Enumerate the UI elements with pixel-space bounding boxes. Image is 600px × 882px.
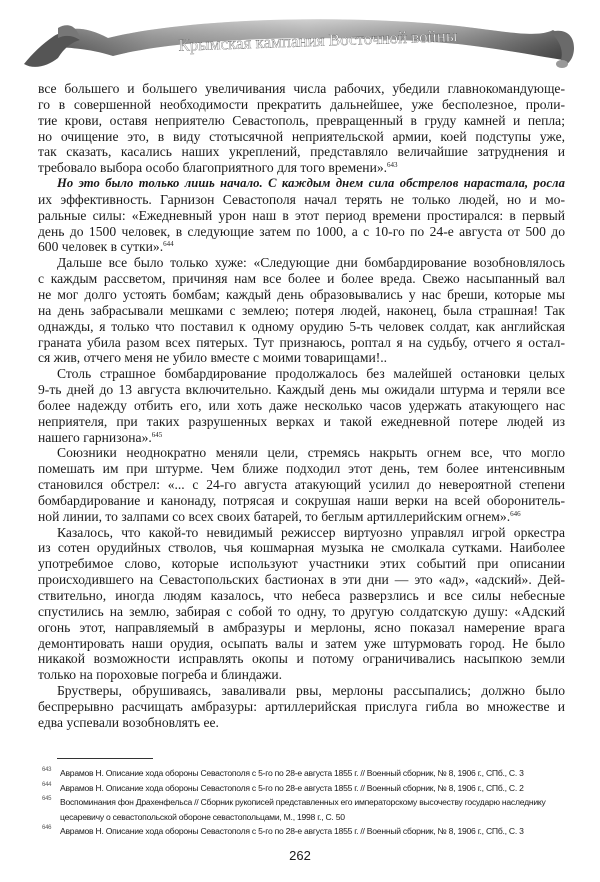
text-line-content: Столь страшное бомбардирование продолжалось без малейшей остановки целых: [57, 366, 565, 382]
text-line-content: помешать им при штурме. Чем ближе подходил этот день, тем более интенсивным: [38, 461, 565, 477]
text-line: [38, 572, 565, 588]
text-line-content: ствительно, иногда людям казалось, что небеса разверзлись и все силы небесные: [38, 588, 565, 603]
text-line: [38, 239, 565, 255]
text-line-content: на день забрасывали мешками с землею; потеря людей, наконец, была страшная! Так: [38, 302, 565, 318]
text-line: [38, 715, 565, 731]
footnote-reference[interactable]: 645: [151, 430, 163, 439]
footnotes: [38, 766, 578, 839]
text-line: [38, 414, 565, 430]
text-line: [38, 271, 565, 287]
text-line-content: 600 человек в сутки».: [38, 239, 164, 255]
text-line: [38, 588, 565, 604]
footnote-reference[interactable]: 643: [387, 161, 398, 170]
text-line: [38, 97, 565, 113]
footnote: [38, 766, 578, 781]
text-line-content: Но это было только лишь начало. С каждым днем сила обстрелов нарастала, росла: [57, 176, 565, 191]
paragraph: [38, 683, 565, 731]
text-line-content: 9-ть дней до 13 августа включительно. Каждый день мы ожидали штурма и теряли все: [38, 382, 565, 398]
footnote-number: 645: [42, 796, 52, 802]
text-line-content: требовало выбора особо благоприятного для того времени».: [38, 160, 388, 176]
text-line-content: происходившего на Севастопольских бастионах в эти дни — это «ад», «адский». Дей-: [38, 572, 565, 588]
text-line: [38, 699, 565, 715]
footnote-number: 643: [42, 767, 52, 773]
body-text: [38, 81, 565, 731]
text-line: [38, 350, 565, 366]
text-line: [38, 620, 565, 636]
text-line-content: Казалось, что какой-то невидимый режиссер виртуозно управлял игрой оркестра: [57, 524, 565, 540]
text-line: [38, 255, 565, 271]
text-line: [38, 461, 565, 477]
text-line-content: огонь этот, направляемый в амбразуры и мерлоны, ясно показал намерение врага: [38, 619, 565, 635]
text-line: [38, 667, 565, 683]
footnote-text: цесаревичу о севастопольской обороне севастопольцами, М., 1998 г., С. 50: [60, 811, 345, 822]
text-line-content: Дальше все было только хуже: «Следующие дни бомбардирование возобновлялось: [57, 255, 565, 271]
paragraph: [38, 176, 565, 255]
paragraph: [38, 255, 565, 366]
footnote-number: 644: [42, 781, 52, 788]
text-line-content: не мог долго устоять бомбам; каждый день образовывались у нас бреши, которые мы: [38, 286, 565, 302]
text-line-content: с каждым рассветом, причиняя нам все более и более вреда. Свежо насыпанный вал: [38, 271, 565, 287]
page-number: 262: [289, 848, 311, 863]
text-line: [38, 176, 565, 192]
text-line: [38, 525, 565, 541]
footnote-number: 646: [42, 825, 52, 831]
text-line-content: однажды, я только что поставил к одному орудию 5-ть человек солдат, как английская: [38, 318, 565, 334]
text-line-content: спустились на землю, забирая с собой то одну, то другую солдатскую душу: «Адский: [38, 603, 565, 619]
text-line: [38, 160, 565, 176]
text-line: [38, 636, 565, 652]
footnote-text: Воспоминания фон Драхенфельса // Сборник рукописей представленных его императорскому высочеству государю наследнику: [60, 797, 546, 807]
text-line-content: ной линии, то залпами со всех своих батарей, то беглым артиллерийским огнем».: [38, 508, 511, 524]
text-line: [38, 319, 565, 335]
chapter-banner: [18, 8, 584, 74]
text-line: [38, 129, 565, 145]
text-line-content: из сотен орудийных стволов, чья кошмарная музыка не смолкала сутками. Наиболее: [38, 540, 565, 556]
text-line-content: Союзники неоднократно меняли цели, стремясь накрыть огнем все, что могло: [57, 445, 565, 461]
text-line: [38, 445, 565, 461]
text-line-content: го в совершенной необходимости прекратить дальнейшее, уже бесполезное, проли-: [38, 96, 565, 112]
text-line: [38, 382, 565, 398]
text-line-content: едва успевали возобновлять ее.: [38, 714, 219, 730]
paragraph: [38, 445, 565, 524]
text-line-content: ся жив, отчего меня не убило вместе с моими товарищами!..: [38, 350, 388, 366]
text-line: [38, 224, 565, 240]
text-line: [38, 81, 565, 97]
text-line: [38, 509, 565, 525]
text-line-content: все большего и большего увеличивания числа рабочих, убедили главнокомандующе-: [38, 81, 565, 96]
footnote-reference[interactable]: 646: [510, 509, 521, 518]
text-line-content: беспрерывно расчищать амбразуры: артиллерийская прислуга гибла во множестве и: [38, 698, 565, 714]
ribbon-graphic: [18, 8, 584, 74]
text-line: [38, 366, 565, 382]
paragraph: [38, 366, 565, 445]
text-line: [38, 540, 565, 556]
text-line-content: день до 1500 человек, в следующие затем по 1000, а с 10-го по 24-е августа от 500 до: [38, 223, 565, 239]
text-line-content: граната убила разом всех пятерых. Тут признаюсь, роптал я на судьбу, отчего я остал-: [38, 334, 565, 350]
footnote-text: Аврамов Н. Описание хода обороны Севастополя с 5-го по 28-е августа 1855 г. // Военный сборник, № 8, 1906 г., СПб., С. 3: [60, 826, 524, 836]
text-line-content: их эффективность. Гарнизон Севастополя начал терять не только людей, но и мо-: [38, 191, 565, 207]
paragraph: [38, 525, 565, 683]
text-line-content: но очищение это, в виду стотысячной неприятельской армии, коей подступы уже,: [38, 128, 565, 144]
footnote-divider: [57, 758, 153, 759]
text-line: [38, 651, 565, 667]
text-line: [38, 493, 565, 509]
text-line-content: так сказать, касались наших укреплений, представляло величайшие затруднения и: [38, 144, 565, 160]
text-line-content: тие крови, оставя неприятелю Севастополь, превращенный в груду камней и пепла;: [38, 112, 565, 128]
footnote-text: Аврамов Н. Описание хода обороны Севастополя с 5-го по 28-е августа 1855 г. // Военный сборник, № 8, 1906 г., СПб., С. 3: [60, 768, 524, 778]
text-line: [38, 430, 565, 446]
text-line-content: ральные силы: «Ежедневный урон наш в этот период времени простирался: в первый: [38, 207, 565, 223]
text-line-content: нашего гарнизона».: [38, 429, 152, 445]
footnote: [38, 795, 578, 824]
paragraph: [38, 81, 565, 176]
text-line-content: бомбардирование и канонаду, потрясая и сокрушая наши верки на всей оборонитель-: [38, 492, 565, 508]
footnote-text: Аврамов Н. Описание хода обороны Севастополя с 5-го по 28-е августа 1855 г. // Военный сборник, № 8, 1906 г., СПб., С. 2: [60, 782, 524, 793]
text-line: [38, 287, 565, 303]
text-line-content: неприятеля, при таких разрушенных верках и такой ежедневной потере людей из: [38, 413, 565, 429]
text-line-content: только на пороховые погреба и блиндажи.: [38, 667, 282, 683]
text-line-content: никакой возможности исправлять окопы и потому ограничивались насыпкою земли: [38, 651, 565, 667]
text-line: [38, 477, 565, 493]
footnote: [38, 781, 578, 796]
text-line-content: употребимое слово, которые используют участники этих событий при описании: [38, 556, 565, 572]
text-line: [38, 335, 565, 351]
text-line: [38, 683, 565, 699]
text-line-content: Брустверы, обрушиваясь, заваливали рвы, мерлоны рассыпались; должно было: [57, 683, 565, 699]
footnote: [38, 824, 578, 839]
text-line: [38, 208, 565, 224]
text-line: [38, 303, 565, 319]
text-line: [38, 192, 565, 208]
text-line-content: демонтировать наши орудия, осыпать валы и затем уже штурмовать город. Не было: [38, 635, 565, 651]
footnote-reference[interactable]: 644: [163, 240, 174, 249]
text-line: [38, 556, 565, 572]
text-line: [38, 113, 565, 129]
text-line-content: более надежду отбить его, или хоть даже несколько часов удержать атакующего нас: [38, 397, 565, 413]
text-line-content: становился обстрел: «... с 24-го августа атакующий усилил до невероятной степени: [38, 477, 565, 493]
text-line: [38, 604, 565, 620]
text-line: [38, 144, 565, 160]
chapter-title: Крымская кампания Восточной войны: [178, 26, 458, 55]
text-line: [38, 398, 565, 414]
